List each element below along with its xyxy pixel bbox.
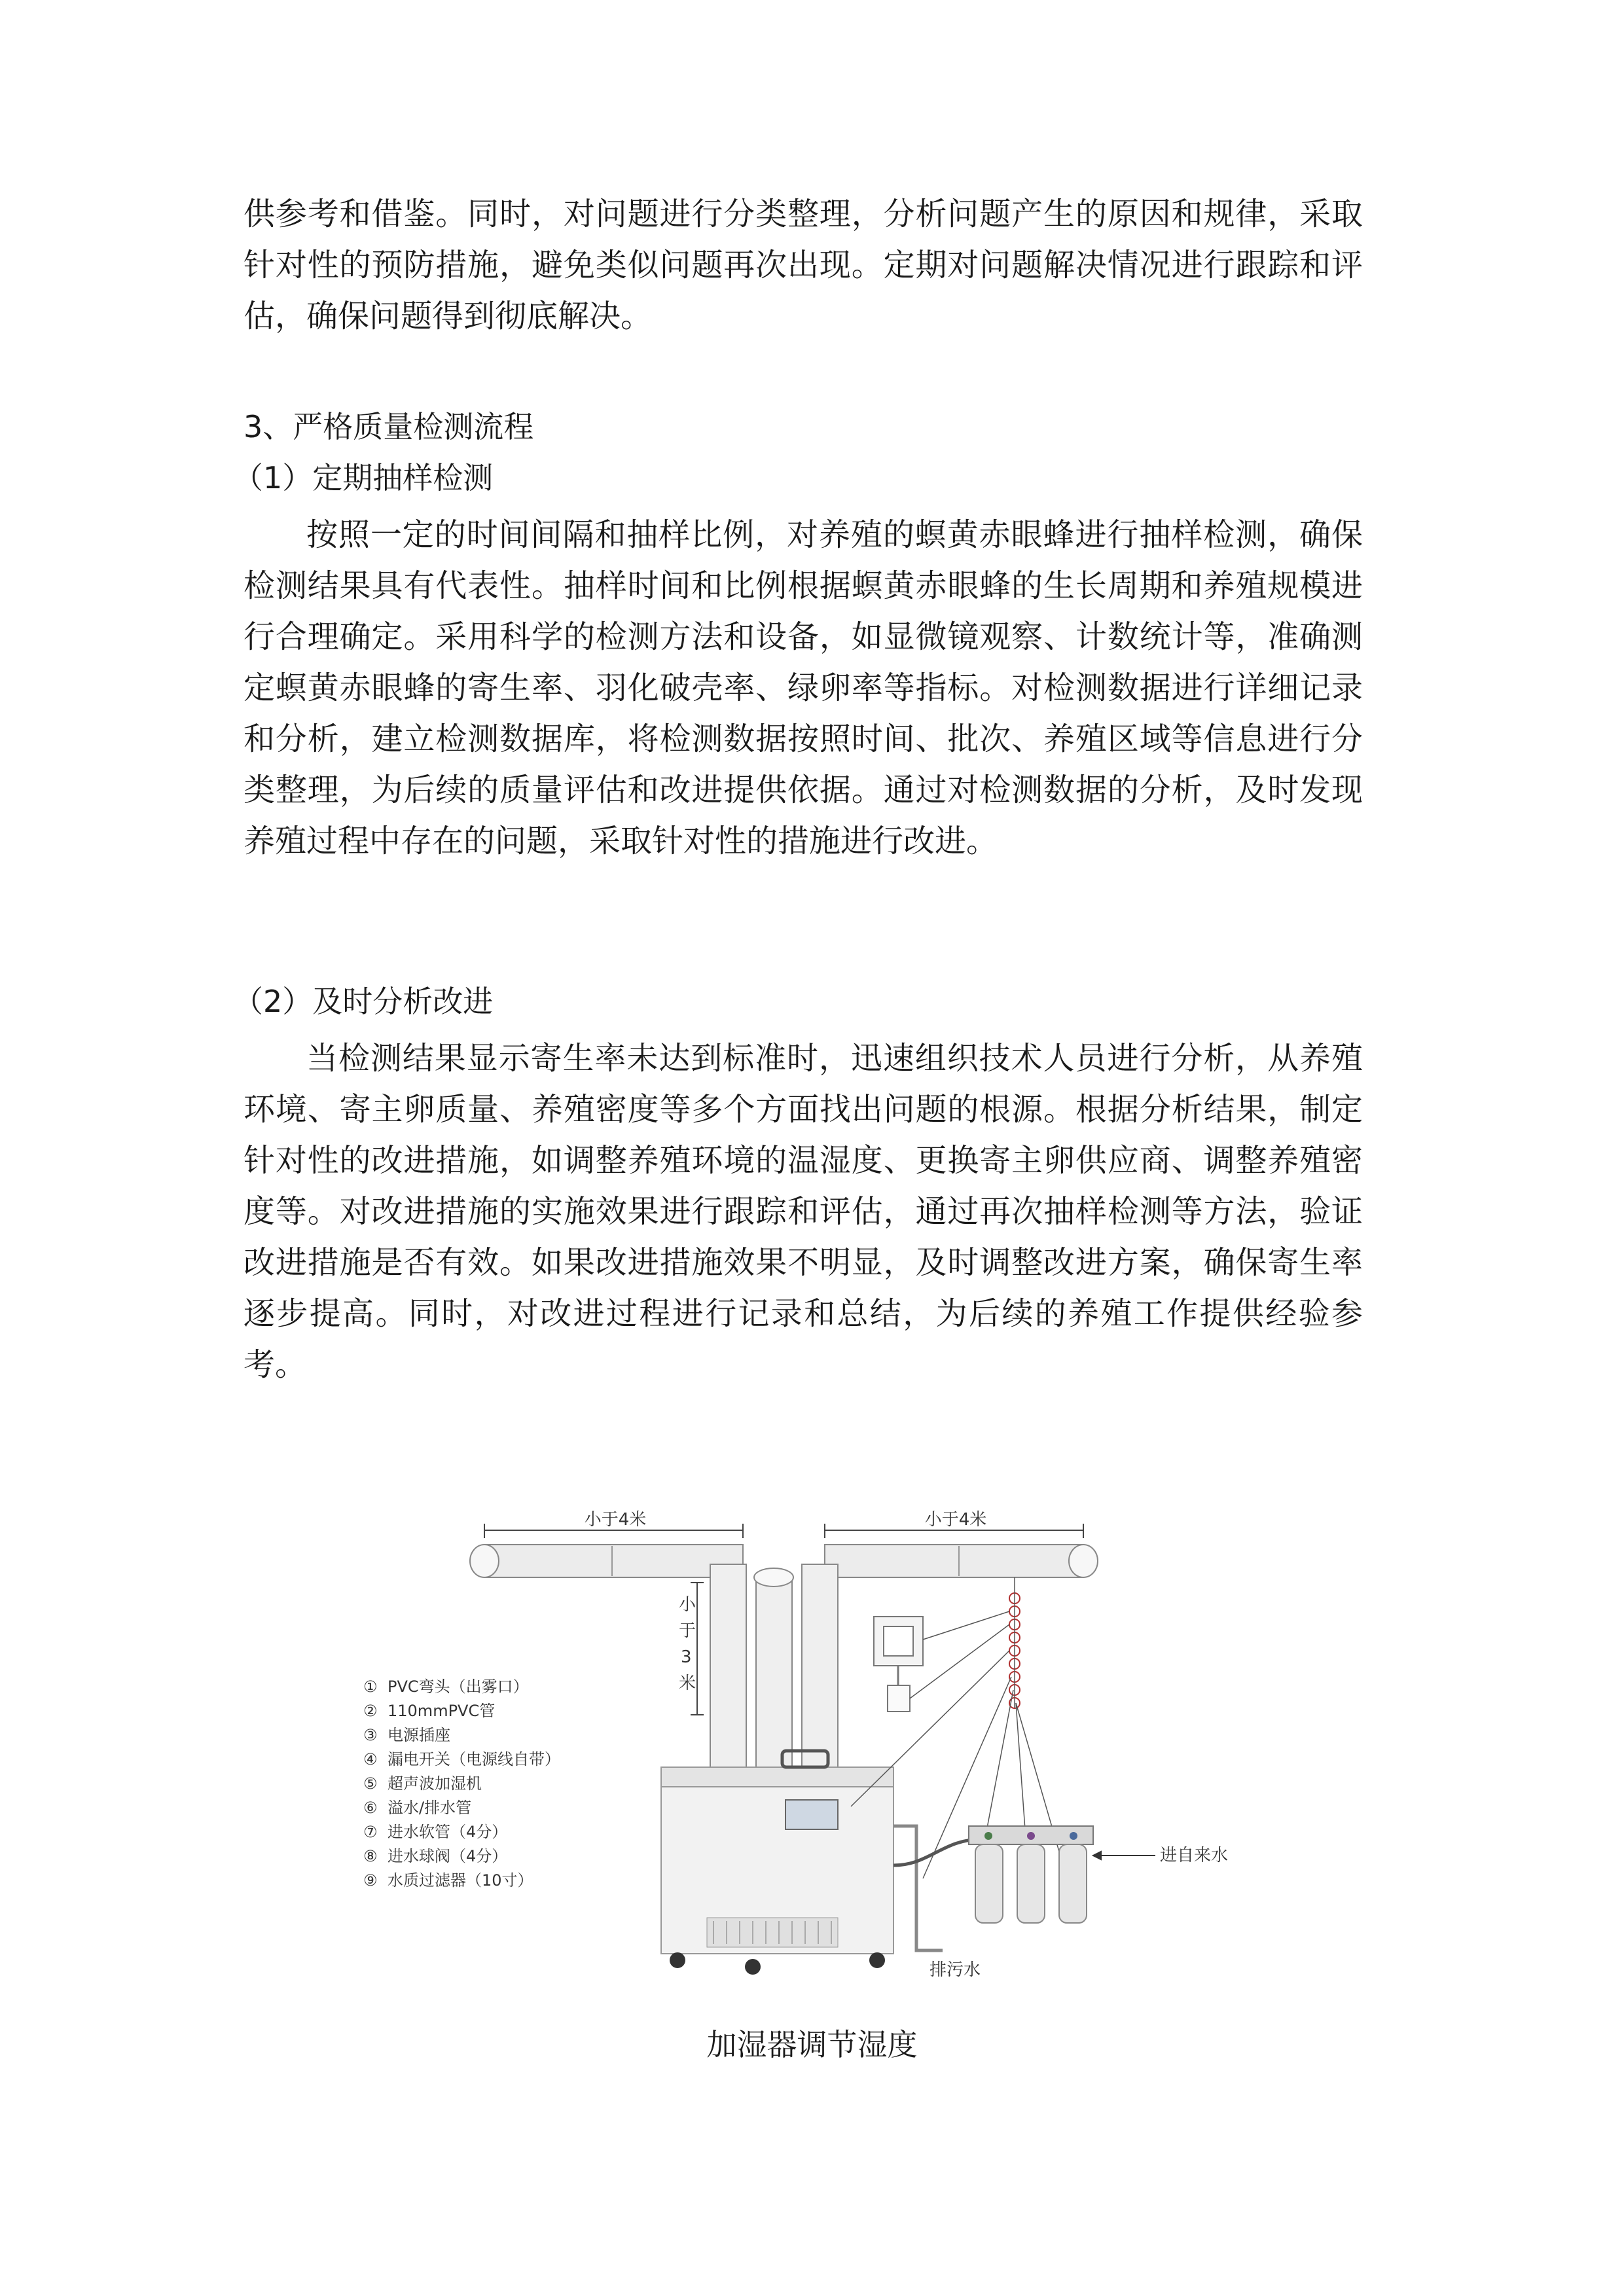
- legend-num-1: ①: [363, 1677, 378, 1696]
- left-dimension-label: 小于4米: [584, 1510, 647, 1530]
- drain-label: 排污水: [929, 1960, 981, 1980]
- inlet-label: 进自来水: [1160, 1846, 1229, 1865]
- vertical-dimension-char-3: 3: [681, 1647, 692, 1667]
- power-socket: [874, 1617, 923, 1712]
- right-horizontal-pipe: [825, 1545, 1098, 1577]
- legend-num-6: ⑥: [363, 1799, 378, 1817]
- drain-pipe: [893, 1826, 943, 1950]
- legend-text-8: 进水球阀（4分）: [388, 1847, 508, 1865]
- vertical-pipes: [710, 1564, 838, 1774]
- legend-num-2: ②: [363, 1702, 378, 1720]
- paragraph-continuation: 供参考和借鉴。同时，对问题进行分类整理，分析问题产生的原因和规律，采取针对性的预防措施，避免类似问题再次出现。定期对问题解决情况进行跟踪和评估，确保问题得到彻底解决。: [244, 196, 1363, 334]
- vertical-dimension-char-4: 米: [679, 1674, 696, 1693]
- legend-text-9: 水质过滤器（10寸）: [388, 1871, 533, 1890]
- inlet-arrow: [1093, 1852, 1155, 1859]
- water-filter: [969, 1826, 1093, 1923]
- legend-num-8: ⑧: [363, 1847, 378, 1865]
- legend-text-6: 溢水/排水管: [388, 1799, 472, 1817]
- paragraph-sampling: 按照一定的时间间隔和抽样比例，对养殖的螟黄赤眼蜂进行抽样检测，确保检测结果具有代表性。抽样时间和比例根据螟黄赤眼蜂的生长周期和养殖规模进行合理确定。采用科学的检测方法和设备，如显微镜观察、计数统计等，准确测定螟黄赤眼蜂的寄生率、羽化破壳率、绿卵率等指标。对检测数据进行详细记录和分析，建立检测数据库，将检测数据按照时间、批次、养殖区域等信息进行分类整理，为后续的质量评估和改进提供依据。通过对检测数据的分析，及时发现养殖过程中存在的问题，采取针对性的措施进行改进。: [244, 516, 1363, 859]
- legend-text-7: 进水软管（4分）: [388, 1823, 508, 1841]
- humidifier-unit: [661, 1751, 893, 1975]
- legend: [363, 1677, 560, 1890]
- left-horizontal-pipe: [470, 1545, 743, 1577]
- legend-num-7: ⑦: [363, 1823, 378, 1841]
- section-heading: 3、严格质量检测流程: [244, 409, 534, 444]
- subsection-heading-1: （1）定期抽样检测: [233, 460, 494, 495]
- vertical-dimension-char-1: 小: [679, 1595, 696, 1615]
- legend-text-4: 漏电开关（电源线自带）: [388, 1750, 560, 1768]
- legend-num-5: ⑤: [363, 1774, 378, 1793]
- vertical-dimension-char-2: 于: [679, 1621, 696, 1641]
- figure-caption: 加湿器调节湿度: [706, 2027, 918, 2062]
- legend-text-3: 电源插座: [388, 1726, 450, 1744]
- legend-num-3: ③: [363, 1726, 378, 1744]
- humidifier-diagram: [353, 1499, 1270, 1996]
- legend-text-5: 超声波加湿机: [388, 1774, 482, 1793]
- subsection-heading-2: （2）及时分析改进: [233, 984, 494, 1019]
- legend-num-9: ⑨: [363, 1871, 378, 1890]
- legend-num-4: ④: [363, 1750, 378, 1768]
- right-dimension-label: 小于4米: [924, 1510, 987, 1530]
- legend-text-1: PVC弯头（出雾口）: [388, 1677, 529, 1696]
- legend-text-2: 110mmPVC管: [388, 1702, 496, 1720]
- paragraph-analysis: 当检测结果显示寄生率未达到标准时，迅速组织技术人员进行分析，从养殖环境、寄主卵质量、养殖密度等多个方面找出问题的根源。根据分析结果，制定针对性的改进措施，如调整养殖环境的温湿度、更换寄主卵供应商、调整养殖密度等。对改进措施的实施效果进行跟踪和评估，通过再次抽样检测等方法，验证改进措施是否有效。如果改进措施效果不明显，及时调整改进方案，确保寄生率逐步提高。同时，对改进过程进行记录和总结，为后续的养殖工作提供经验参考。: [244, 1040, 1363, 1383]
